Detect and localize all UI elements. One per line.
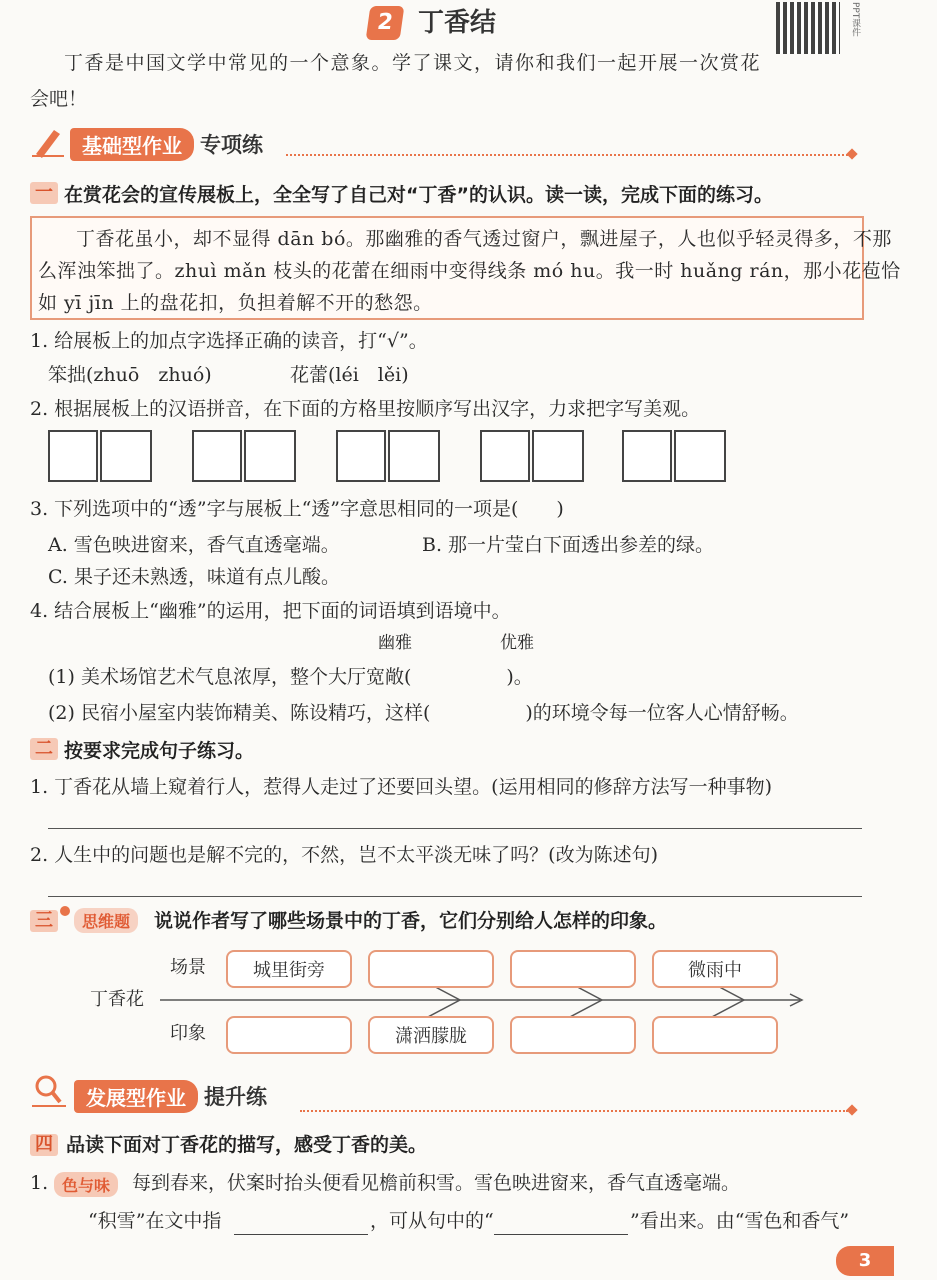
scene-box-4[interactable]: 微雨中 [652,950,778,988]
section-dev-banner [74,1080,267,1112]
s4-q1-fill-b: ，可从句中的“ [370,1210,494,1232]
char-box-pair-3[interactable] [336,430,440,482]
passage-line-1: 丁香花虽小，却不显得 dān bó。那幽雅的香气透过窗户，飘进屋子，人也似乎轻灵得多，不那 [76,228,892,250]
magnifier-icon [30,1072,68,1114]
qr-side-label: PPT课件 [850,2,860,37]
s4-q1-fill-a: “积雪”在文中指 [88,1210,222,1232]
s4-q1-text: 每到春来，伏案时抬头便看见檐前积雪。雪色映进窗来，香气直透毫端。 [132,1172,741,1194]
impression-box-2[interactable]: 潇洒朦胧 [368,1016,494,1054]
char-box-pair-2[interactable] [192,430,296,482]
section-3-title: 说说作者写了哪些场景中的丁香，它们分别给人怎样的印象。 [154,910,668,932]
qr-code-icon [776,2,840,54]
section-3-number: 三 [30,910,58,932]
label-scene: 场景 [170,957,206,978]
intro-line-1: 丁香是中国文学中常见的一个意象。学了课文，请你和我们一起开展一次赏花 [64,52,762,74]
section-4-title: 品读下面对丁香花的描写，感受丁香的美。 [66,1134,428,1156]
word-option-2: 优雅 [500,633,534,653]
section-2-number: 二 [30,738,58,760]
s1-q4-item-1[interactable]: (1) 美术场馆艺术气息浓厚，整个大厅宽敞( )。 [48,666,533,688]
impression-box-1[interactable] [226,1016,352,1054]
s1-q3-option-a[interactable]: A. 雪色映进窗来，香气直透毫端。 [48,534,340,556]
char-box[interactable] [336,430,386,482]
divider-end [846,148,857,159]
s2-q1: 1. 丁香花从墙上窥着行人，惹得人走过了还要回头望。(运用相同的修辞方法写一种事物) [30,776,772,798]
pencil-icon [30,126,66,164]
passage-line-3: 如 yī jīn 上的盘花扣，负担着解不开的愁怨。 [38,292,433,314]
s1-q1: 1. 给展板上的加点字选择正确的读音，打“√”。 [30,330,428,352]
divider-end [846,1104,857,1115]
section-basic-banner [70,128,263,160]
bulb-icon [60,906,70,916]
answer-line-1[interactable] [48,828,862,829]
char-box[interactable] [192,430,242,482]
section-4-number: 四 [30,1134,58,1156]
scene-box-3[interactable] [510,950,636,988]
s1-q3: 3. 下列选项中的“透”字与展板上“透”字意思相同的一项是( ) [30,498,564,520]
s1-q1-option-a[interactable]: 笨拙(zhuō zhuó) [48,364,212,386]
s4-q1-fill-c: ”看出来。由“雪色和香气” [630,1210,850,1232]
label-impression: 印象 [170,1023,206,1044]
s1-q1-option-b[interactable]: 花蕾(léi lěi) [290,364,409,386]
impression-box-3[interactable] [510,1016,636,1054]
s1-q3-option-b[interactable]: B. 那一片莹白下面透出参差的绿。 [422,534,715,556]
divider [286,154,848,156]
section-2-title: 按要求完成句子练习。 [64,740,255,762]
section-dev-rest: 提升练 [204,1085,267,1109]
word-option-1: 幽雅 [378,633,412,653]
section-basic-rest: 专项练 [200,133,263,157]
blank-2[interactable] [494,1234,628,1235]
char-box-pair-1[interactable] [48,430,152,482]
s1-q3-option-c[interactable]: C. 果子还未熟透，味道有点儿酸。 [48,566,340,588]
char-box[interactable] [622,430,672,482]
char-box[interactable] [244,430,296,482]
blank-1[interactable] [234,1234,368,1235]
passage-box [30,216,901,320]
impression-box-4[interactable] [652,1016,778,1054]
passage-line-2: 么浑浊笨拙了。zhuì mǎn 枝头的花蕾在细雨中变得线条 mó hu。我一时 huǎng rán，那小花苞恰 [38,260,901,282]
color-taste-badge: 色与味 [54,1172,118,1197]
s4-q1-number: 1. [30,1172,49,1194]
char-box[interactable] [674,430,726,482]
page-number: 3 [836,1246,894,1276]
thinking-badge: 思维题 [74,908,138,933]
lesson-title: 丁香结 [418,8,497,38]
char-box[interactable] [48,430,98,482]
label-center: 丁香花 [90,989,144,1010]
char-box[interactable] [532,430,584,482]
divider [300,1110,848,1112]
char-box-pair-5[interactable] [622,430,726,482]
char-box[interactable] [100,430,152,482]
s1-q2: 2. 根据展板上的汉语拼音，在下面的方格里按顺序写出汉字，力求把字写美观。 [30,398,701,420]
section-1-number: 一 [30,182,58,204]
char-box[interactable] [480,430,530,482]
s2-q2: 2. 人生中的问题也是解不完的，不然，岂不太平淡无味了吗？(改为陈述句) [30,844,658,866]
s1-q4-item-2[interactable]: (2) 民宿小屋室内装饰精美、陈设精巧，这样( )的环境令每一位客人心情舒畅。 [48,702,799,724]
scene-box-2[interactable] [368,950,494,988]
scene-box-1[interactable]: 城里街旁 [226,950,352,988]
section-dev-tag: 发展型作业 [74,1080,198,1113]
answer-line-2[interactable] [48,896,862,897]
section-basic-tag: 基础型作业 [70,128,194,161]
section-1-title: 在赏花会的宣传展板上，全全写了自己对“丁香”的认识。读一读，完成下面的练习。 [64,184,773,206]
char-box-pair-4[interactable] [480,430,584,482]
intro-line-2: 会吧！ [30,88,88,110]
s1-q4: 4. 结合展板上“幽雅”的运用，把下面的词语填到语境中。 [30,600,511,622]
char-box[interactable] [388,430,440,482]
lesson-number: 2 [366,6,405,40]
